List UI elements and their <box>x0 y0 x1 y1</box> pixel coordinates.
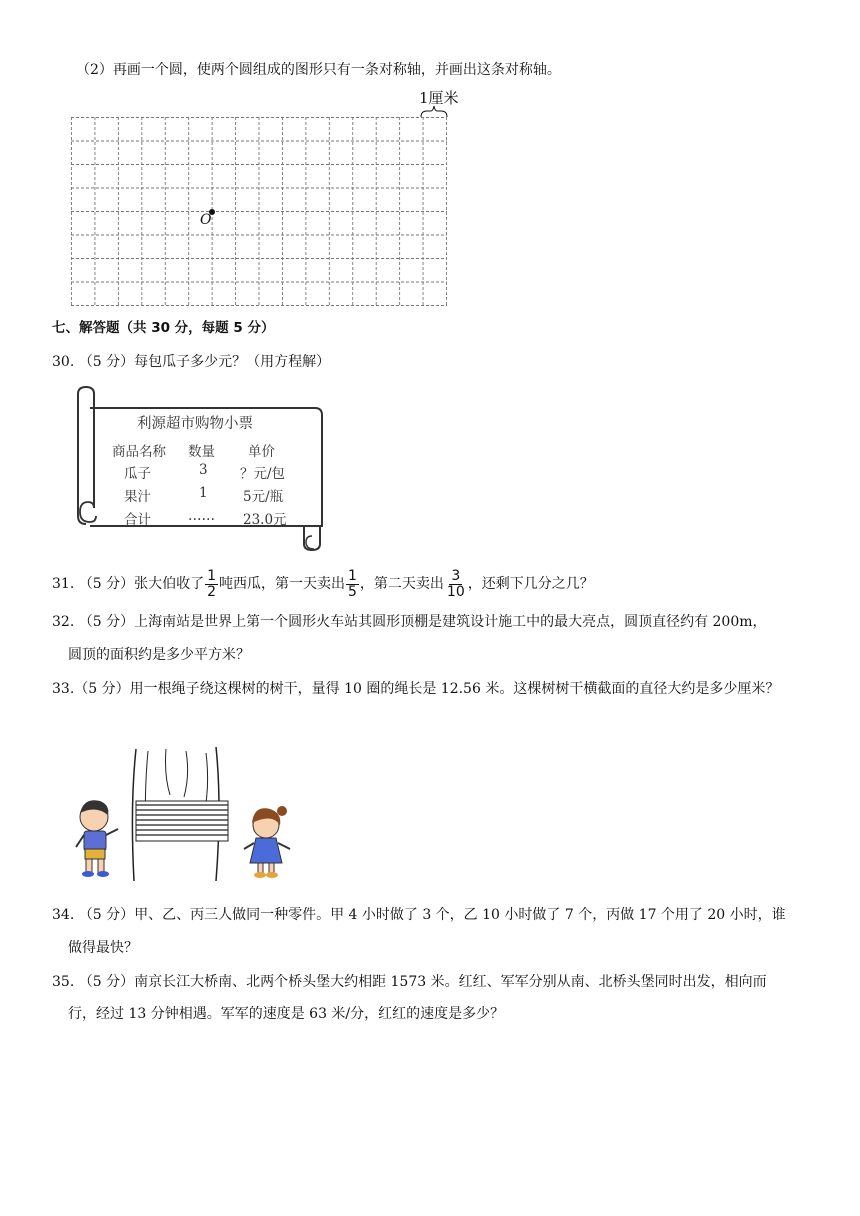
receipt-row1-qty: 3 <box>199 462 208 478</box>
section7-title: 七、解答题（共 30 分，每题 5 分） <box>52 320 275 336</box>
q31-mid1: 吨西瓜，第一天卖出 <box>219 576 345 592</box>
receipt-row2-name: 果汁 <box>124 489 151 505</box>
receipt-row3-price: 23.0元 <box>243 512 287 528</box>
grid-scale-label: 1厘米 <box>419 89 459 107</box>
q31-f3-num: 3 <box>451 567 461 584</box>
q34-line2: 做得最快？ <box>68 940 138 956</box>
q31-fraction-3 <box>445 569 467 600</box>
receipt-scroll <box>60 384 330 556</box>
q31-mid2: ，第二天卖出 <box>359 576 444 592</box>
point-o-label: O <box>200 212 212 228</box>
q33-text: 33.（5 分）用一根绳子绕这棵树的树干，量得 10 圈的绳长是 12.56 米。这棵树树干横截面的直径大约是多少厘米？ <box>52 681 780 697</box>
receipt-row2-price: 5元/瓶 <box>243 489 284 505</box>
q31-f2-den: 5 <box>348 583 357 600</box>
receipt-header-name: 商品名称 <box>112 444 166 460</box>
q31-line <box>52 566 594 602</box>
q31-prefix: 31. （5 分）张大伯收了 <box>52 576 205 592</box>
q31-f1-den: 2 <box>207 583 216 600</box>
q34-line1: 34. （5 分）甲、乙、丙三人做同一种零件。甲 4 小时做了 3 个，乙 10 小时做了 7 个，丙做 17 个用了 20 小时，谁 <box>52 907 786 923</box>
receipt-row3-qty: …… <box>188 508 215 524</box>
receipt-row2-qty: 1 <box>199 485 208 501</box>
receipt-row1-name: 瓜子 <box>124 466 151 482</box>
q35-line2: 行，经过 13 分钟相遇。军军的速度是 63 米/分，红红的速度是多少？ <box>68 1006 505 1022</box>
receipt-row3-name: 合计 <box>124 512 151 528</box>
q32-line1: 32. （5 分）上海南站是世界上第一个圆形火车站其圆形顶棚是建筑设计施工中的最大亮点，圆顶直径约有 200m， <box>52 614 767 630</box>
illustration-svg <box>66 745 306 881</box>
receipt-row1-price: ？元/包 <box>240 466 286 482</box>
q29-part2-text: （2）再画一个圆，使两个圆组成的图形只有一条对称轴，并画出这条对称轴。 <box>76 62 561 78</box>
tree-rope-illustration <box>66 745 306 881</box>
q31-fraction-2 <box>346 569 359 600</box>
grid-svg <box>71 117 447 306</box>
receipt-header-qty: 数量 <box>188 444 215 460</box>
q31-f2-num: 1 <box>348 567 357 584</box>
receipt-header-price: 单价 <box>248 444 275 460</box>
dotted-grid <box>71 117 447 306</box>
q31-suffix: ，还剩下几分之几？ <box>467 576 594 592</box>
q35-line1: 35. （5 分）南京长江大桥南、北两个桥头堡大约相距 1573 米。红红、军军分别从南、北桥头堡同时出发，相向而 <box>52 974 767 990</box>
q31-fraction-1 <box>205 569 218 600</box>
q31-f3-den: 10 <box>446 583 465 600</box>
receipt-title: 利源超市购物小票 <box>137 416 253 432</box>
q31-f1-num: 1 <box>207 567 216 584</box>
q32-line2: 圆顶的面积约是多少平方米？ <box>68 647 250 663</box>
q30-text: 30. （5 分）每包瓜子多少元？（用方程解） <box>52 354 331 370</box>
scroll-outline <box>60 384 330 556</box>
